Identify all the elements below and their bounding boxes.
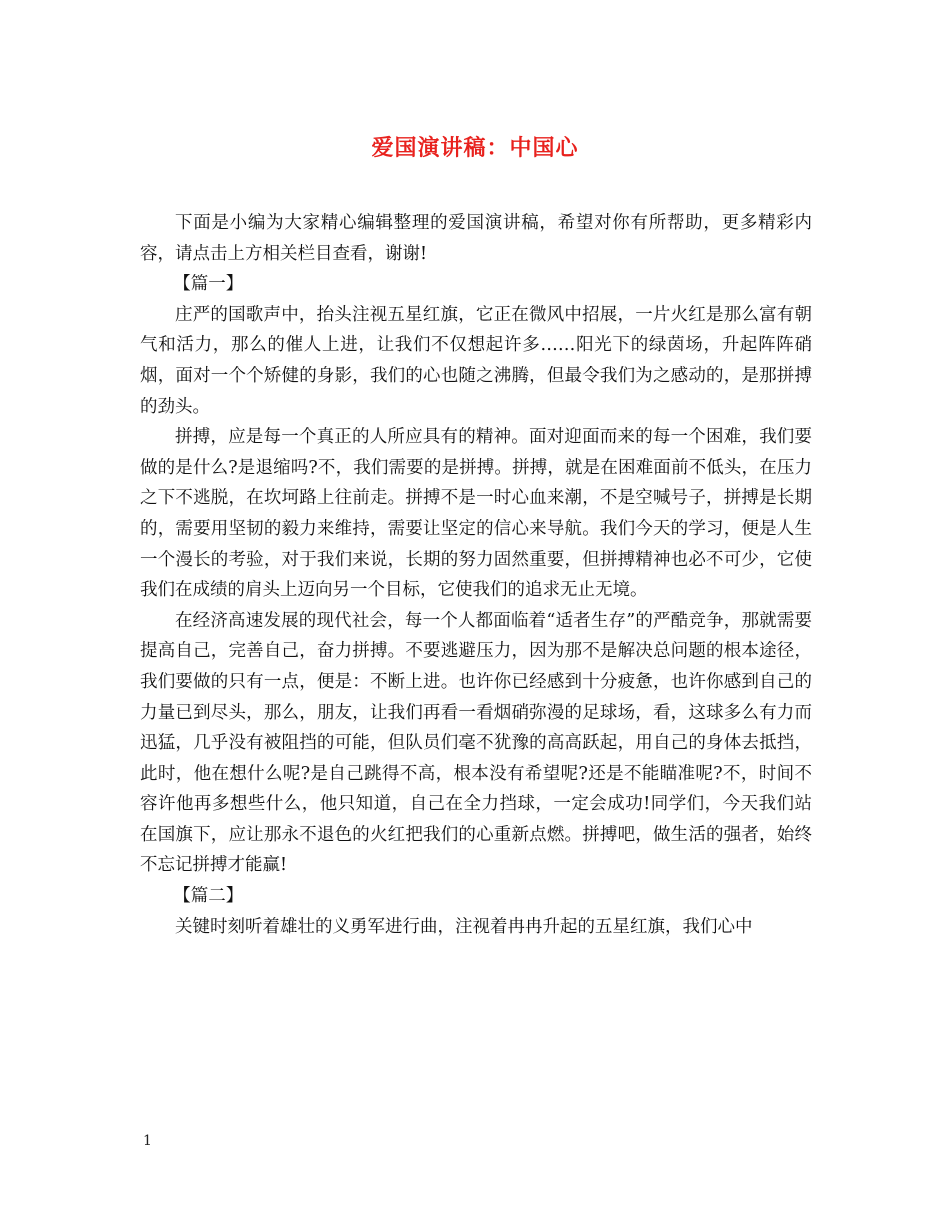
body-paragraph: 关键时刻听着雄壮的义勇军进行曲，注视着冉冉升起的五星红旗，我们心中 (175, 916, 753, 937)
body-paragraph: 庄严的国歌声中，抬头注视五星红旗，它正在微风中招展，一片火红是那么富有朝气和活力，那么的催人上进，让我们不仅想起许多……阳光下的绿茵场，升起阵阵硝烟，面对一个个矫健的身影，我们的心也随之沸腾，但最令我们为之感动的，是那拼搏的劲头。 (140, 304, 812, 417)
document-title: 爱国演讲稿：中国心 (371, 135, 579, 161)
section-heading-1: 【篇一】 (173, 274, 244, 295)
body-paragraph: 在经济高速发展的现代社会，每一个人都面临着“适者生存”的严酷竞争，那就需要提高自己，完善自己，奋力拼搏。不要逃避压力，因为那不是解决总问题的根本途径，我们要做的只有一点，便是：不断上进。也许你已经感到十分疲惫，也许你感到自己的力量已到尽头，那么，朋友，让我们再看一看烟硝弥漫的足球场，看，这球多么有力而迅猛，几乎没有被阻挡的可能，但队员们毫不犹豫的高高跃起，用自己的身体去抵挡，此时，他在想什么呢?是自己跳得不高，根本没有希望呢?还是不能瞄准呢?不，时间不容许他再多想些什么，他只知道，自己在全力挡球，一定会成功!同学们，今天我们站在国旗下，应让那永不退色的火红把我们的心重新点燃。拼搏吧，做生活的强者，始终不忘记拼搏才能赢! (140, 610, 812, 876)
section-heading-2: 【篇二】 (173, 886, 244, 907)
page-number: 1 (143, 1133, 152, 1149)
intro-paragraph: 下面是小编为大家精心编辑整理的爱国演讲稿，希望对你有所帮助，更多精彩内容，请点击上方相关栏目查看，谢谢! (140, 213, 812, 264)
body-paragraph: 拼搏，应是每一个真正的人所应具有的精神。面对迎面而来的每一个困难，我们要做的是什么?是退缩吗?不，我们需要的是拼搏。拼搏，就是在困难面前不低头，在压力之下不逃脱，在坎坷路上往前走。拼搏不是一时心血来潮，不是空喊号子，拼搏是长期的，需要用坚韧的毅力来维持，需要让坚定的信心来导航。我们今天的学习，便是人生一个漫长的考验，对于我们来说，长期的努力固然重要，但拼搏精神也必不可少，它使我们在成绩的肩头上迈向另一个目标，它使我们的追求无止无境。 (140, 427, 812, 601)
document-body (140, 208, 812, 942)
